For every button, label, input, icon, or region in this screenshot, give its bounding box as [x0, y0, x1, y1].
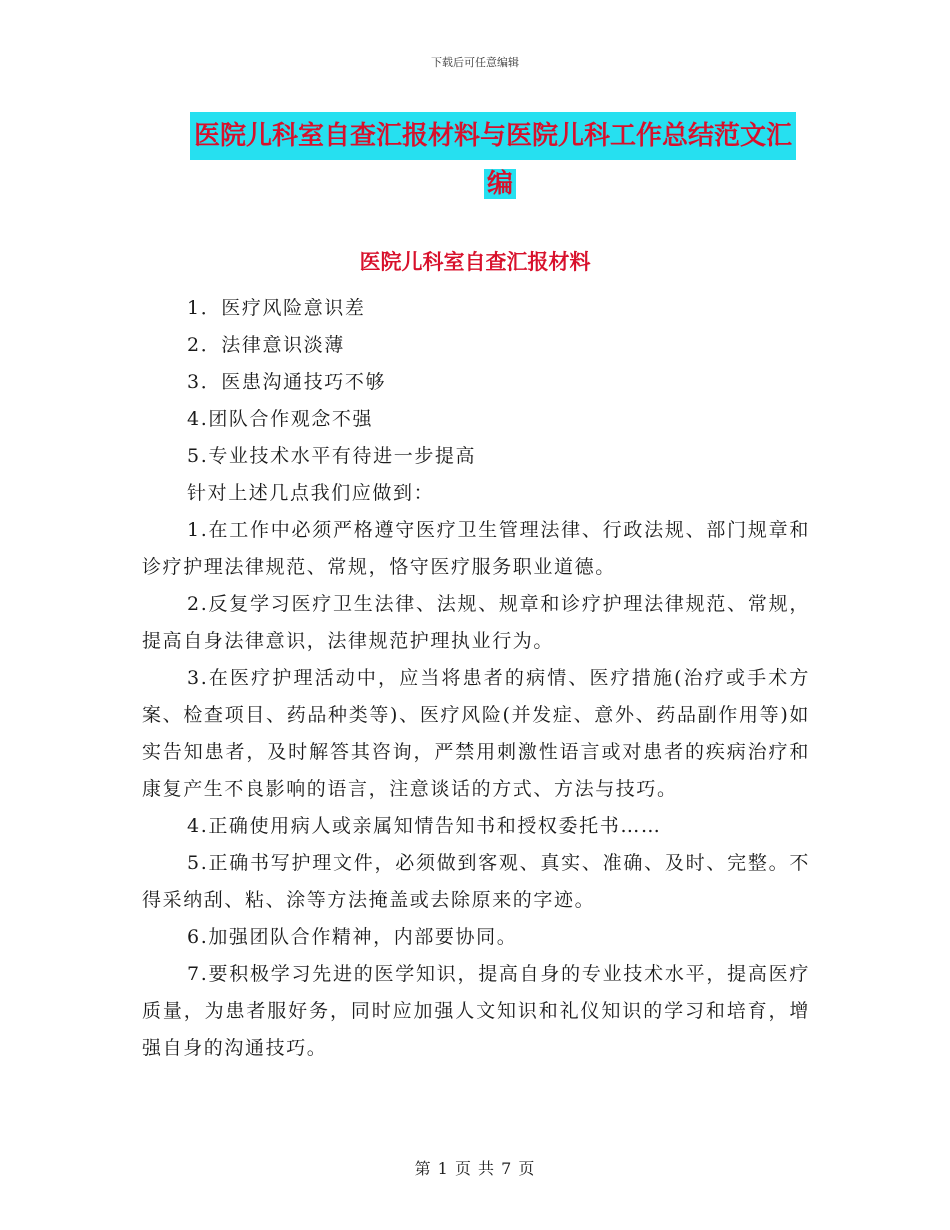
paragraph: 3.在医疗护理活动中，应当将患者的病情、医疗措施(治疗或手术方案、检查项目、药品种类等)、医疗风险(并发症、意外、药品副作用等)如实告知患者，及时解答其咨询，严禁用刺激性语言或对患者的疾病治疗和康复产生不良影响的语言，注意谈话的方式、方法与技巧。	[142, 667, 810, 800]
paragraph: 1.在工作中必须严格遵守医疗卫生管理法律、行政法规、部门规章和诊疗护理法律规范、常规，恪守医疗服务职业道德。	[142, 519, 810, 578]
document-body	[142, 290, 810, 1067]
section-title: 医院儿科室自查汇报材料	[359, 250, 591, 274]
paragraph: 1．医疗风险意识差	[187, 297, 366, 319]
paragraph: 5.专业技术水平有待进一步提高	[187, 445, 477, 467]
document-title-line-2: 编	[484, 169, 516, 199]
document-title-line-2-wrap	[190, 160, 810, 208]
paragraph: 7.要积极学习先进的医学知识，提高自身的专业技术水平，提高医疗质量，为患者服好务，同时应加强人文知识和礼仪知识的学习和培育，增强自身的沟通技巧。	[142, 963, 810, 1059]
paragraph: 6.加强团队合作精神，内部要协同。	[187, 926, 518, 948]
paragraph: 3．医患沟通技巧不够	[187, 371, 387, 393]
page-footer: 第 1 页 共 7 页	[414, 1159, 536, 1178]
paragraph: 针对上述几点我们应做到：	[187, 482, 435, 504]
paragraph: 4.正确使用病人或亲属知情告知书和授权委托书……	[187, 815, 662, 837]
paragraph: 2.反复学习医疗卫生法律、法规、规章和诊疗护理法律规范、常规，提高自身法律意识，法律规范护理执业行为。	[142, 593, 810, 652]
paragraph: 5.正确书写护理文件，必须做到客观、真实、准确、及时、完整。不得采纳刮、粘、涂等方法掩盖或去除原来的字迹。	[142, 852, 810, 911]
paragraph: 2．法律意识淡薄	[187, 334, 345, 356]
document-title	[190, 112, 810, 208]
page-header-note: 下载后可任意编辑	[431, 56, 519, 69]
paragraph: 4.团队合作观念不强	[187, 408, 374, 430]
document-title-line-1: 医院儿科室自查汇报材料与医院儿科工作总结范文汇	[190, 112, 796, 160]
